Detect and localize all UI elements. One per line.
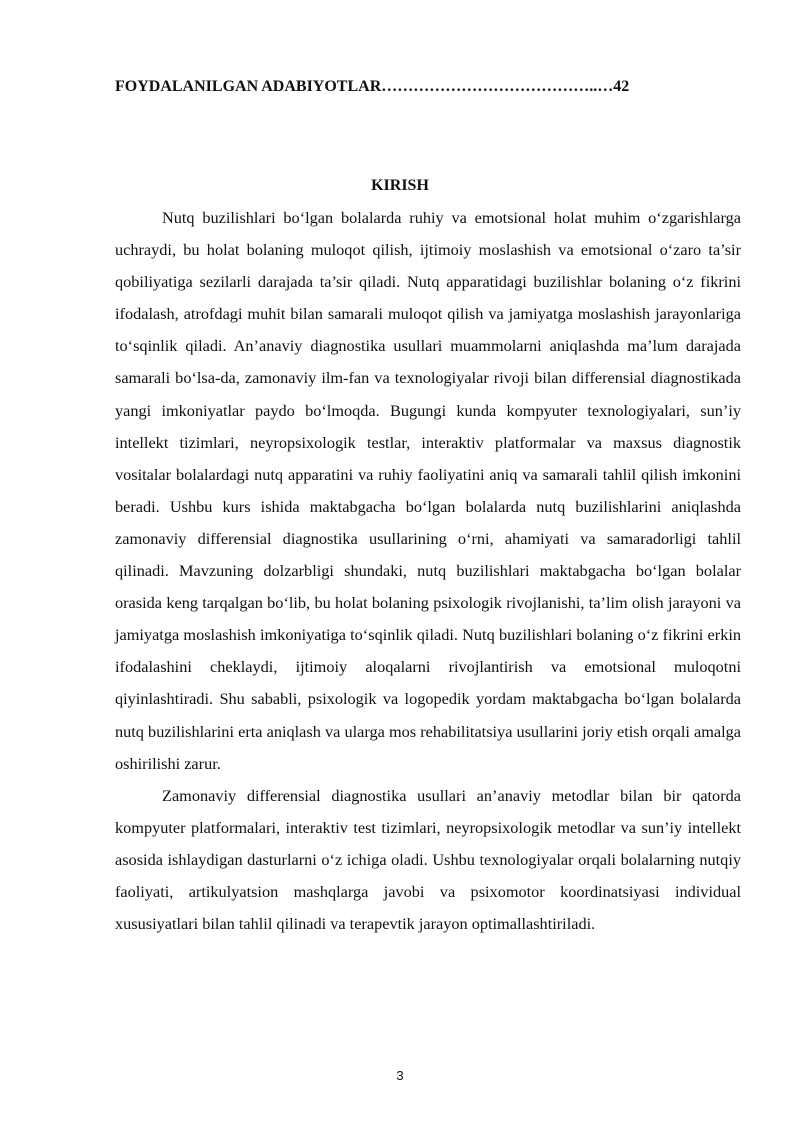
page-number: 3: [396, 1068, 404, 1083]
section-body: [115, 202, 741, 940]
section-heading: KIRISH: [371, 177, 429, 194]
paragraph-2: Zamonaviy differensial diagnostika usullari an’anaviy metodlar bilan bir qatorda kompyuter platformalari, interaktiv test tizimlari, neyropsixologik metodlar va sun’iy intellekt asosida ishlaydigan dasturlarni o‘z ichiga oladi. Ushbu texnologiyalar orqali bolalarning nutqiy faoliyati, artikulyatsion mashqlarga javobi va psixomotor koordinatsiyasi individual xususiyatlari bilan tahlil qilinadi va terapevtik jarayon optimallashtiriladi.: [115, 785, 741, 934]
paragraph-1: Nutq buzilishlari bo‘lgan bolalarda ruhiy va emotsional holat muhim o‘zgarishlarga uchraydi, bu holat bolaning muloqot qilish, ijtimoiy moslashish va emotsional o‘zaro ta’sir qobiliyatiga sezilarli darajada ta’sir qiladi. Nutq apparatidagi buzilishlar bolaning o‘z fikrini ifodalash, atrofdagi muhit bilan samarali muloqot qilish va jamiyatga moslashish jarayonlariga to‘sqinlik qiladi. An’anaviy diagnostika usullari muammolarni aniqlashda ma’lum darajada samarali bo‘lsa-da, zamonaviy ilm-fan va texnologiyalar rivoji bilan differensial diagnostikada yangi imkoniyatlar paydo bo‘lmoqda. Bugungi kunda kompyuter texnologiyalari, sun’iy intellekt tizimlari, neyropsixologik testlar, interaktiv platformalar va maxsus diagnostik vositalar bolalardagi nutq apparatini va ruhiy faoliyatini aniq va samarali tahlil qilish imkonini beradi. Ushbu kurs ishida maktabgacha bo‘lgan bolalarda nutq buzilishlarini aniqlashda zamonaviy differensial diagnostika usullarining o‘rni, ahamiyati va samaradorligi tahlil qilinadi. Mavzuning dolzarbligi shundaki, nutq buzilishlari maktabgacha bo‘lgan bolalar orasida keng tarqalgan bo‘lib, bu holat bolaning psixologik rivojlanishi, ta’lim olish jarayoni va jamiyatga moslashish imkoniyatiga to‘sqinlik qiladi. Nutq buzilishlari bolaning o‘z fikrini erkin ifodalashini cheklaydi, ijtimoiy aloqalarni rivojlantirish va emotsional muloqotni qiyinlashtiradi. Shu sababli, psixologik va logopedik yordam maktabgacha bo‘lgan bolalarda nutq buzilishlarini erta aniqlash va ularga mos rehabilitatsiya usullarini joriy etish orqali amalga oshirilishi zarur.: [115, 208, 741, 773]
toc-entry-leader-dots: …………………………………..…: [381, 78, 614, 95]
toc-entry-title: FOYDALANILGAN ADABIYOTLAR: [115, 78, 382, 95]
toc-entry: [115, 76, 740, 98]
toc-entry-page: 42: [613, 78, 630, 95]
